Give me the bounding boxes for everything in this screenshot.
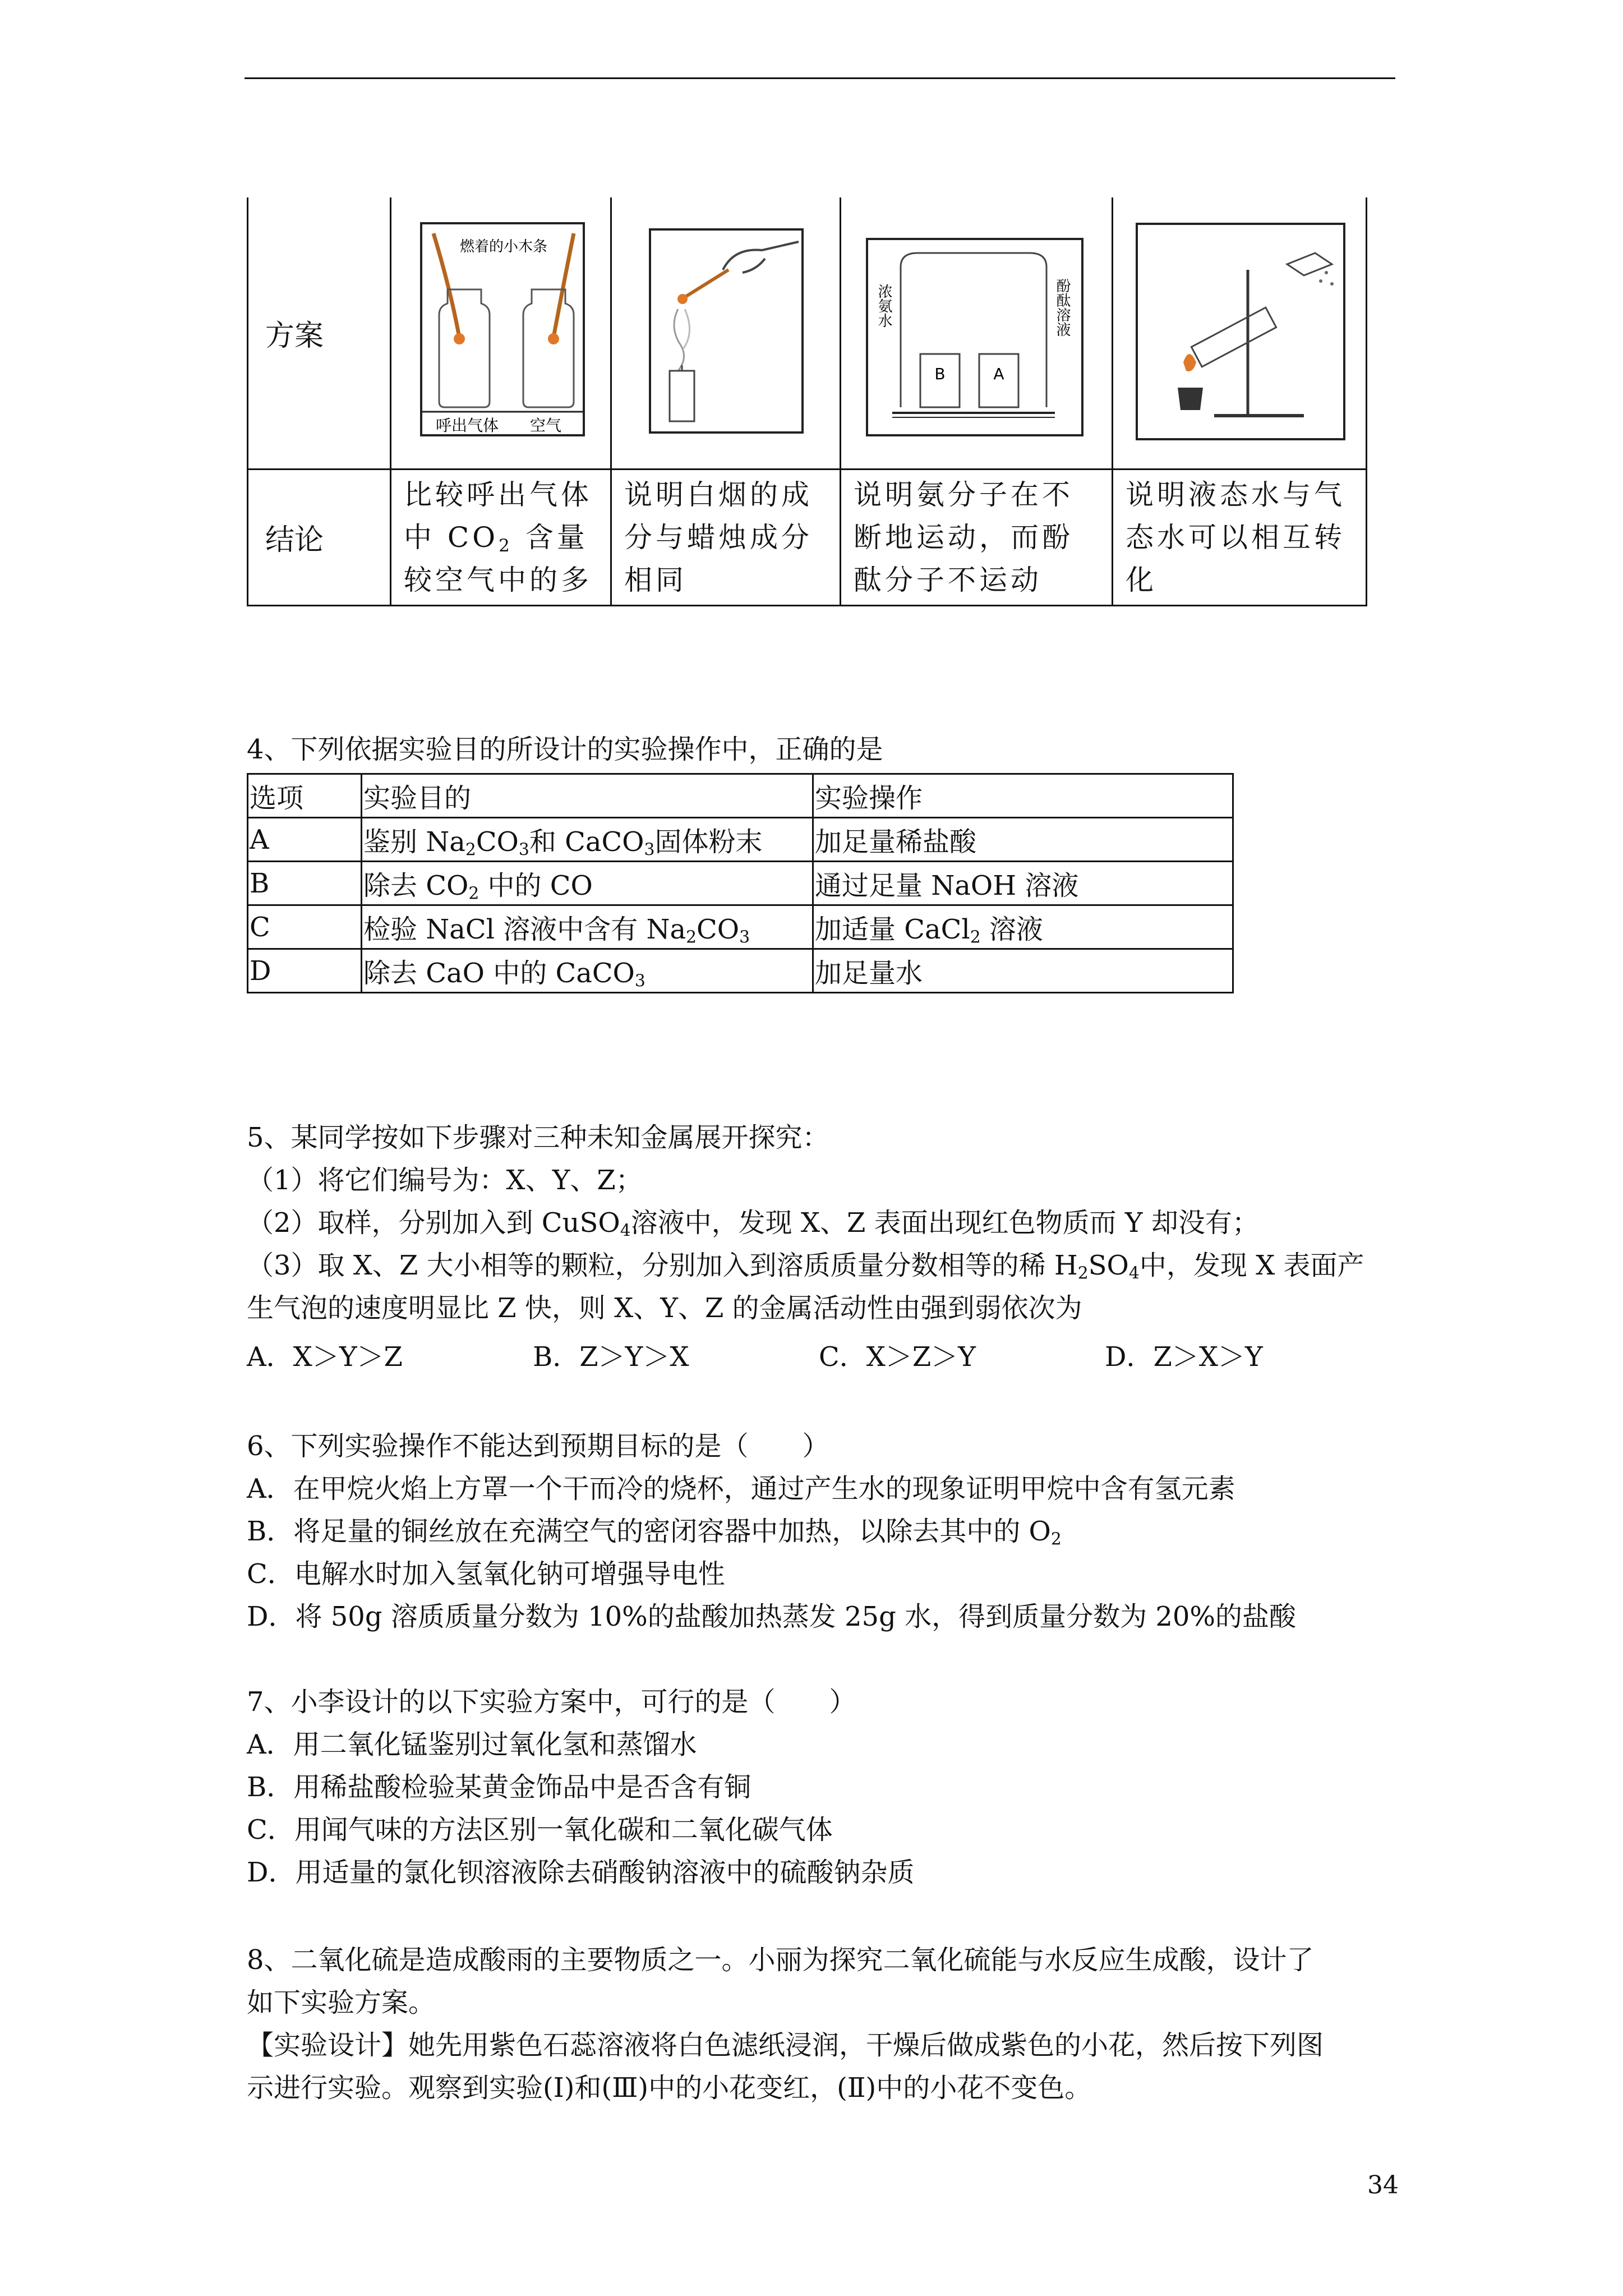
diagram-cell-4 (1113, 197, 1367, 469)
q7-option-d: D．用适量的氯化钡溶液除去硝酸钠溶液中的硫酸钠杂质 (247, 1857, 915, 1888)
q5-option-b: B．Z＞Y＞X (533, 1341, 689, 1373)
q4-goal: 除去 CaO 中的 CaCO$_3$ (362, 949, 813, 993)
burning-stick-label: 燃着的小木条 (459, 238, 548, 256)
q4-option: B (248, 862, 362, 905)
q5-step3-line2: 生气泡的速度明显比 Z 快，则 X、Y、Z 的金属活动性由强到弱依次为 (247, 1292, 1082, 1324)
q6-option-a: A．在甲烷火焰上方罩一个干而冷的烧杯，通过产生水的现象证明甲烷中含有氢元素 (247, 1473, 1235, 1504)
q7-option-a: A．用二氧化锰鉴别过氧化氢和蒸馏水 (247, 1729, 697, 1760)
ammonia-label: 浓氨水 (875, 284, 892, 328)
q4-operation: 加足量稀盐酸 (813, 818, 1233, 862)
q8-line4: 示进行实验。观察到实验(Ⅰ)和(Ⅲ)中的小花变红，(Ⅱ)中的小花不变色。 (247, 2072, 1092, 2104)
page-number: 34 (1367, 2171, 1399, 2200)
diagram-cell-3 (841, 197, 1113, 469)
q7-option-c: C．用闻气味的方法区别一氧化碳和二氧化碳气体 (247, 1814, 833, 1846)
q5-option-c: C．X＞Z＞Y (819, 1341, 976, 1373)
water-evaporation-diagram (1130, 219, 1349, 444)
phenolphthalein-label: 酚酞溶液 (1054, 278, 1071, 337)
q5-option-d: D．Z＞X＞Y (1105, 1341, 1263, 1373)
q6-title: 6、下列实验操作不能达到预期目标的是（ ） (247, 1430, 829, 1462)
q4-header-goal: 实验目的 (362, 774, 813, 818)
q8-line2: 如下实验方案。 (247, 1987, 436, 2018)
q5-step1: （1）将它们编号为：X、Y、Z； (247, 1165, 643, 1196)
q4-operation: 通过足量 NaOH 溶液 (813, 862, 1233, 905)
q4-operation: 加足量水 (813, 949, 1233, 993)
q5-step3: （3）取 X、Z 大小相等的颗粒，分别加入到溶质质量分数相等的稀 $H_2SO_4$中，发现 X 表面产 (247, 1250, 1364, 1283)
q4-row-b (248, 862, 1233, 905)
conclusion-4: 说明液态水与气态水可以相互转化 (1113, 469, 1367, 605)
air-label: 空气 (529, 416, 562, 435)
q4-row-d (248, 949, 1233, 993)
diagram-cell-2 (611, 197, 841, 469)
q4-option: C (248, 905, 362, 949)
q4-row-a (248, 818, 1233, 862)
q8-line3: 【实验设计】她先用紫色石蕊溶液将白色滤纸浸润，干燥后做成紫色的小花，然后按下列图 (247, 2030, 1324, 2061)
q4-title: 4、下列依据实验目的所设计的实验操作中，正确的是 (247, 734, 883, 765)
conclusion-2: 说明白烟的成分与蜡烛成分相同 (611, 469, 841, 605)
q6-option-b: B．将足量的铜丝放在充满空气的密闭容器中加热，以除去其中的 $O_2$ (247, 1516, 1062, 1549)
q4-goal: 检验 NaCl 溶液中含有 $Na_2CO_3$ (362, 905, 813, 949)
header-rule (245, 77, 1395, 79)
conclusion-3: 说明氨分子在不断地运动，而酚酞分子不运动 (841, 469, 1113, 605)
q7-option-b: B．用稀盐酸检验某黄金饰品中是否含有铜 (247, 1772, 751, 1803)
experiment-table (247, 197, 1367, 606)
q6-option-c: C．电解水时加入氢氧化钠可增强导电性 (247, 1558, 725, 1590)
q5-step2: （2）取样，分别加入到 CuSO$_4$溶液中，发现 X、Z 表面出现红色物质而 Y 却没有； (247, 1207, 1259, 1241)
q4-option: A (248, 818, 362, 862)
beaker-b-label: B (934, 365, 946, 384)
q8-line1: 8、二氧化硫是造成酸雨的主要物质之一。小丽为探究二氧化硫能与水反应生成酸，设计了 (247, 1944, 1314, 1976)
exhaled-label: 呼出气体 (435, 416, 499, 435)
conclusion-1: 比较呼出气体中 $CO_2$ 含量较空气中的多 (391, 469, 611, 605)
q5-title: 5、某同学按如下步骤对三种未知金属展开探究： (247, 1122, 829, 1153)
q4-table (247, 773, 1234, 993)
q4-operation: 加适量 CaCl$_2$ 溶液 (813, 905, 1233, 949)
candle-white-smoke-diagram (644, 225, 807, 438)
q4-goal: 鉴别 $Na_2CO_3$和 CaCO$_3$固体粉末 (362, 818, 813, 862)
q7-title: 7、小李设计的以下实验方案中，可行的是（ ） (247, 1686, 856, 1718)
q4-header-option: 选项 (248, 774, 362, 818)
q4-option: D (248, 949, 362, 993)
diagram-cell-1 (391, 197, 611, 469)
ammonia-diffusion-diagram (861, 222, 1091, 441)
q5-option-a: A．X＞Y＞Z (247, 1341, 403, 1373)
q4-header-operation: 实验操作 (813, 774, 1233, 818)
row-label-plan: 方案 (248, 197, 391, 469)
exhaled-air-bottles-diagram (411, 222, 591, 441)
q4-row-c (248, 905, 1233, 949)
q4-goal: 除去 $CO_2$ 中的 CO (362, 862, 813, 905)
beaker-a-label: A (993, 365, 1004, 384)
row-label-conclusion: 结论 (248, 469, 391, 605)
q6-option-d: D．将 50g 溶质质量分数为 10%的盐酸加热蒸发 25g 水，得到质量分数为 20%的盐酸 (247, 1601, 1297, 1632)
